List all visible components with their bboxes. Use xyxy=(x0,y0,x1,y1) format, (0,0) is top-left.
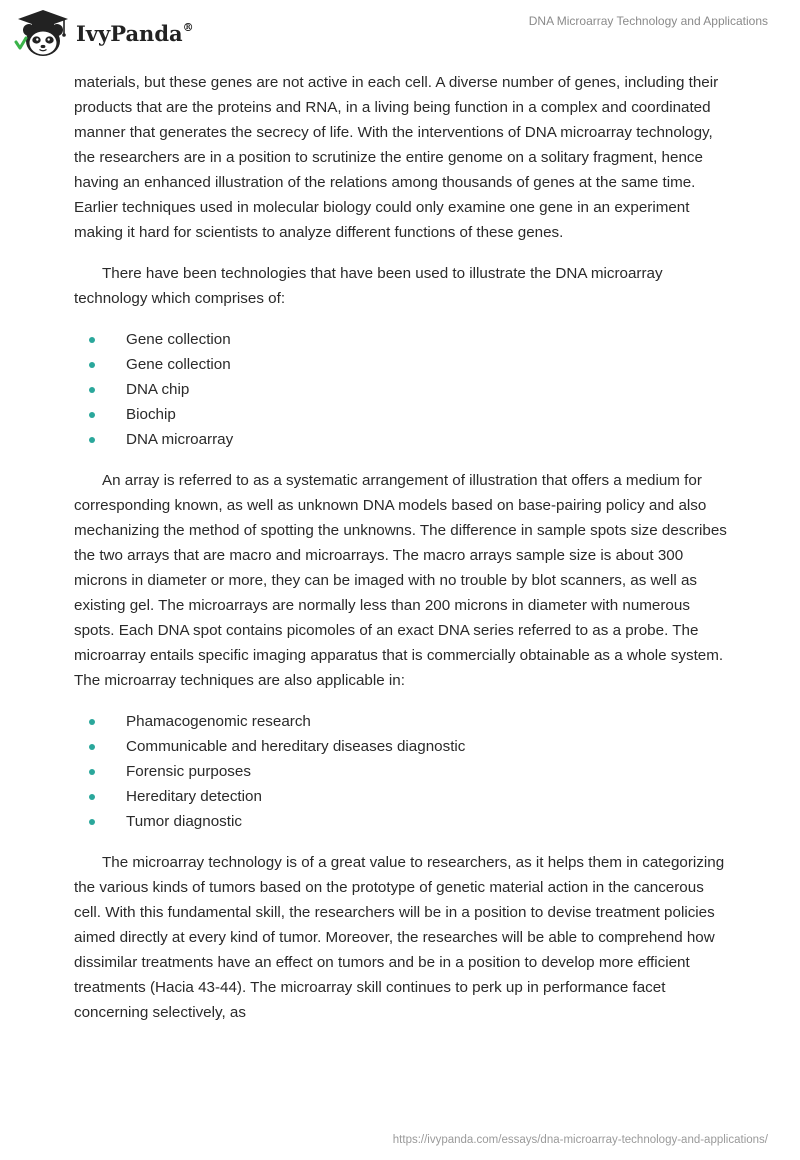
list-item: Gene collection xyxy=(74,352,734,377)
bullet-icon xyxy=(89,744,95,750)
document-title: DNA Microarray Technology and Applications xyxy=(528,14,768,28)
list-item: Tumor diagnostic xyxy=(74,809,734,834)
list-item: Hereditary detection xyxy=(74,784,734,809)
bullet-icon xyxy=(89,794,95,800)
list-item: Forensic purposes xyxy=(74,759,734,784)
list-item: Biochip xyxy=(74,402,734,427)
essay-body xyxy=(74,70,734,1025)
paragraph-2: There have been technologies that have been used to illustrate the DNA microarray technology which comprises of: xyxy=(74,265,663,307)
source-url[interactable]: https://ivypanda.com/essays/dna-microarray-technology-and-applications/ xyxy=(392,1134,768,1146)
list-item: DNA chip xyxy=(74,377,734,402)
panda-graduate-icon xyxy=(12,8,74,60)
bullet-icon xyxy=(89,362,95,368)
list-item: Communicable and hereditary diseases diagnostic xyxy=(74,734,734,759)
list-item: Phamacogenomic research xyxy=(74,709,734,734)
bullet-icon xyxy=(89,819,95,825)
paragraph-4: The microarray technology is of a great value to researchers, as it helps them in categorizing the various kinds of tumors based on the prototype of genetic material action in the cancerous cell. With this fundamental skill, the researchers will be in a position to devise treatment policies aimed directly at every kind of tumor. Moreover, the researches will be able to comprehend how dissimilar treatments have an effect on tumors and be in a position to develop more efficient treatments (Hacia 43-44). The microarray skill continues to perk up in performance facet concerning selectively, as xyxy=(74,854,725,1021)
list-item: Gene collection xyxy=(74,327,734,352)
technology-list xyxy=(74,327,734,452)
bullet-icon xyxy=(89,719,95,725)
brand-name: IvyPanda® xyxy=(76,20,194,46)
bullet-icon xyxy=(89,412,95,418)
page-header xyxy=(0,0,800,70)
bullet-icon xyxy=(89,769,95,775)
paragraph-1: materials, but these genes are not active in each cell. A diverse number of genes, including their products that are the proteins and RNA, in a living being function in a complex and coordinated manner that generates the secrecy of life. With the interventions of DNA microarray technology, the researchers are in a position to scrutinize the entire genome on a solitary fragment, hence having an enhanced illustration of the relations among thousands of genes at the same time. Earlier techniques used in molecular biology could only examine one gene in an experiment making it hard for scientists to analyze different functions of these genes. xyxy=(74,74,719,241)
bullet-icon xyxy=(89,437,95,443)
bullet-icon xyxy=(89,387,95,393)
bullet-icon xyxy=(89,337,95,343)
list-item: DNA microarray xyxy=(74,427,734,452)
paragraph-3: An array is referred to as a systematic arrangement of illustration that offers a medium for corresponding known, as well as unknown DNA models based on base-pairing policy and also mechanizing the method of spotting the unknowns. The difference in sample spots size describes the two arrays that are macro and microarrays. The macro arrays sample size is about 300 microns in diameter or more, they can be imaged with no trouble by blot scanners, as well as existing gel. The microarrays are normally less than 200 microns in diameter with numerous spots. Each DNA spot contains picomoles of an exact DNA series referred to as a probe. The microarray entails specific imaging apparatus that is commercially obtainable as a whole system. The microarray techniques are also applicable in: xyxy=(74,472,727,689)
brand-logo[interactable] xyxy=(12,8,194,60)
applications-list xyxy=(74,709,734,834)
